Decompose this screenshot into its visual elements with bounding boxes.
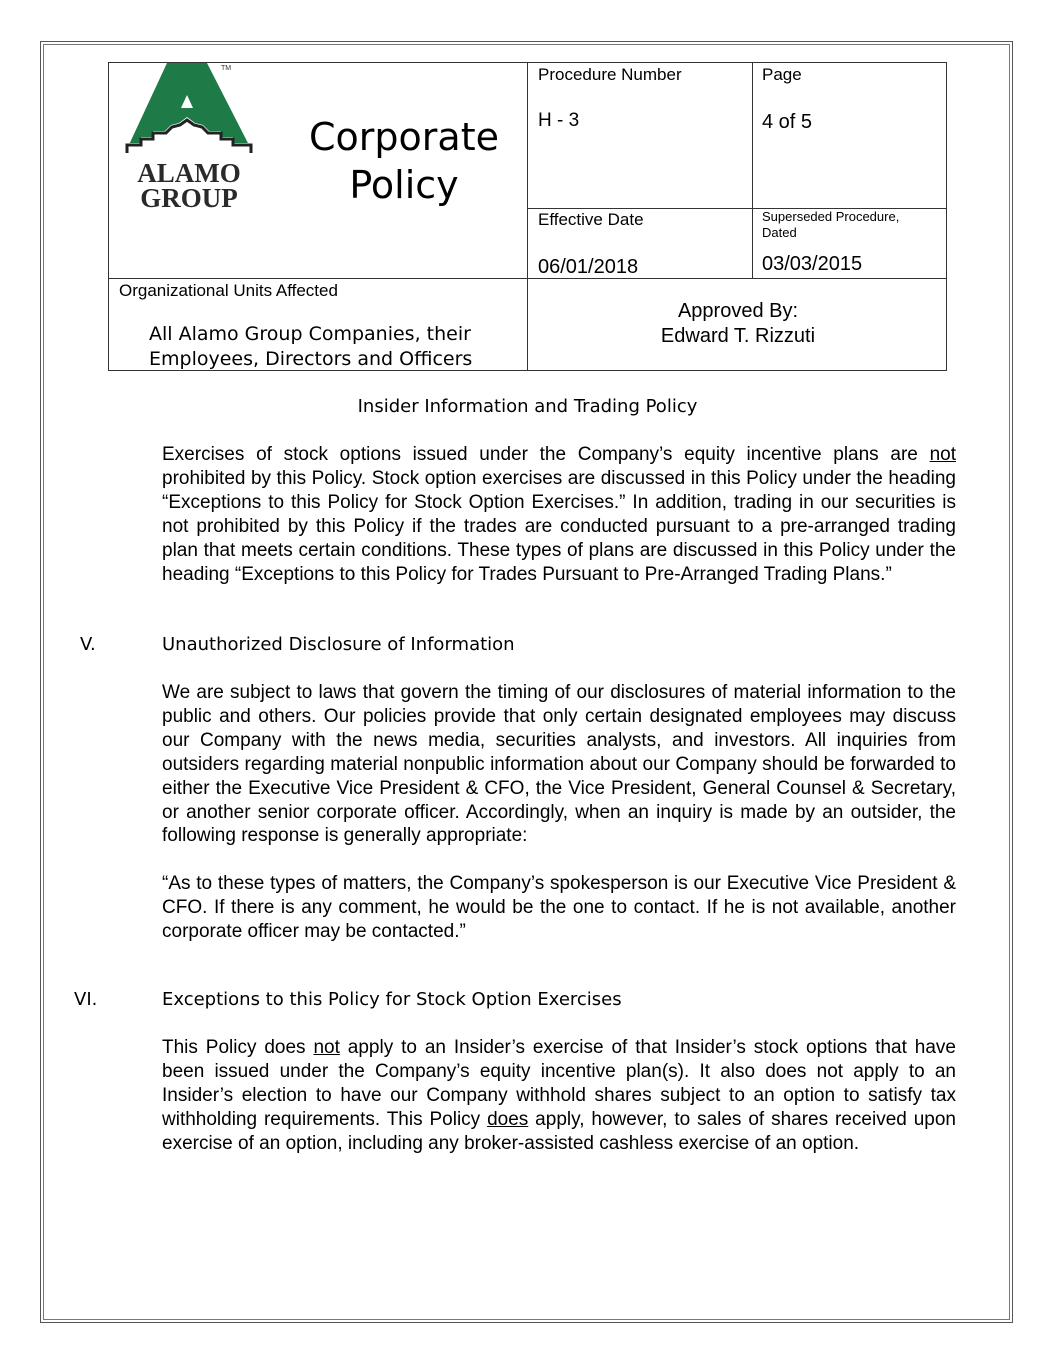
units-affected-label: Organizational Units Affected xyxy=(119,281,338,300)
intro-paragraph: Exercises of stock options issued under the Company’s equity incentive plans are not prohibited by this Policy. Stock option exercises are discussed in this Policy under the heading “Exceptions to this Policy for Stock Option Exercises.” In addition, trading in our securities is not prohibited by this Policy if the trades are conducted pursuant to a pre-arranged trading plan that meets certain conditions. These types of plans are discussed in this Policy under the heading “Exceptions to this Policy for Trades Pursuant to Pre-Arranged Trading Plans.” xyxy=(162,444,956,585)
page-label: Page xyxy=(762,65,802,84)
policy-header-table xyxy=(108,62,947,371)
title-line-1: Corporate xyxy=(309,115,499,159)
procedure-number-label: Procedure Number xyxy=(538,65,682,84)
emphasis-does: does xyxy=(487,1108,529,1130)
header-divider-vertical-right xyxy=(752,63,753,279)
superseded-date-value: 03/03/2015 xyxy=(762,253,863,275)
svg-text:TM: TM xyxy=(221,65,232,72)
section-number: V. xyxy=(80,634,96,655)
emphasis-not: not xyxy=(929,444,956,465)
emphasis-not: not xyxy=(313,1037,340,1058)
section-number: VI. xyxy=(74,989,98,1010)
alamo-logo-icon xyxy=(123,63,258,211)
alamo-group-logo xyxy=(123,63,258,211)
spokesperson-quote: “As to these types of matters, the Company’s spokesperson is our Executive Vice President & CFO. If there is any comment, he would be the one to contact. If he is not available, another corporate officer may be contacted.” xyxy=(162,873,956,942)
approved-by-label: Approved By: xyxy=(677,300,799,322)
header-divider-lower xyxy=(109,278,947,279)
section-title: Unauthorized Disclosure of Information xyxy=(162,634,515,655)
effective-date-value: 06/01/2018 xyxy=(538,256,639,278)
document-title: Insider Information and Trading Policy xyxy=(357,396,698,417)
page-title xyxy=(299,113,509,209)
superseded-label: Superseded Procedure, Dated xyxy=(762,209,900,240)
approved-by-name: Edward T. Rizzuti xyxy=(660,325,816,347)
section-title: Exceptions to this Policy for Stock Option Exercises xyxy=(162,989,622,1010)
svg-text:ALAMO: ALAMO xyxy=(137,158,241,188)
section-paragraph: We are subject to laws that govern the timing of our disclosures of material information to the public and others. Our policies provide that only certain designated employees may discuss our Company with the news media, securities analysts, and investors. All inquiries from outsiders regarding material nonpublic information about our Company should be forwarded to either the Executive Vice President & CFO, the Vice President, General Counsel & Secretary, or another senior corporate officer. Accordingly, when an inquiry is made by an outsider, the following response is generally appropriate: xyxy=(162,682,956,847)
units-affected-value: All Alamo Group Companies, their Employees, Directors and Officers xyxy=(149,323,473,370)
effective-date-label: Effective Date xyxy=(538,210,644,229)
procedure-number-value: H - 3 xyxy=(538,110,580,131)
page-value: 4 of 5 xyxy=(762,111,813,133)
section-paragraph: This Policy does not apply to an Insider’s exercise of that Insider’s stock options that have been issued under the Company’s equity incentive plan(s). It also does not apply to an Insider’s election to have our Company withhold shares subject to an option to satisfy tax withholding requirements. This Policy does apply, however, to sales of shares received upon exercise of an option, including any broker-assisted cashless exercise of an option. xyxy=(162,1037,956,1154)
title-line-2: Policy xyxy=(349,163,459,207)
approved-by xyxy=(528,299,948,349)
svg-text:GROUP: GROUP xyxy=(140,183,238,211)
